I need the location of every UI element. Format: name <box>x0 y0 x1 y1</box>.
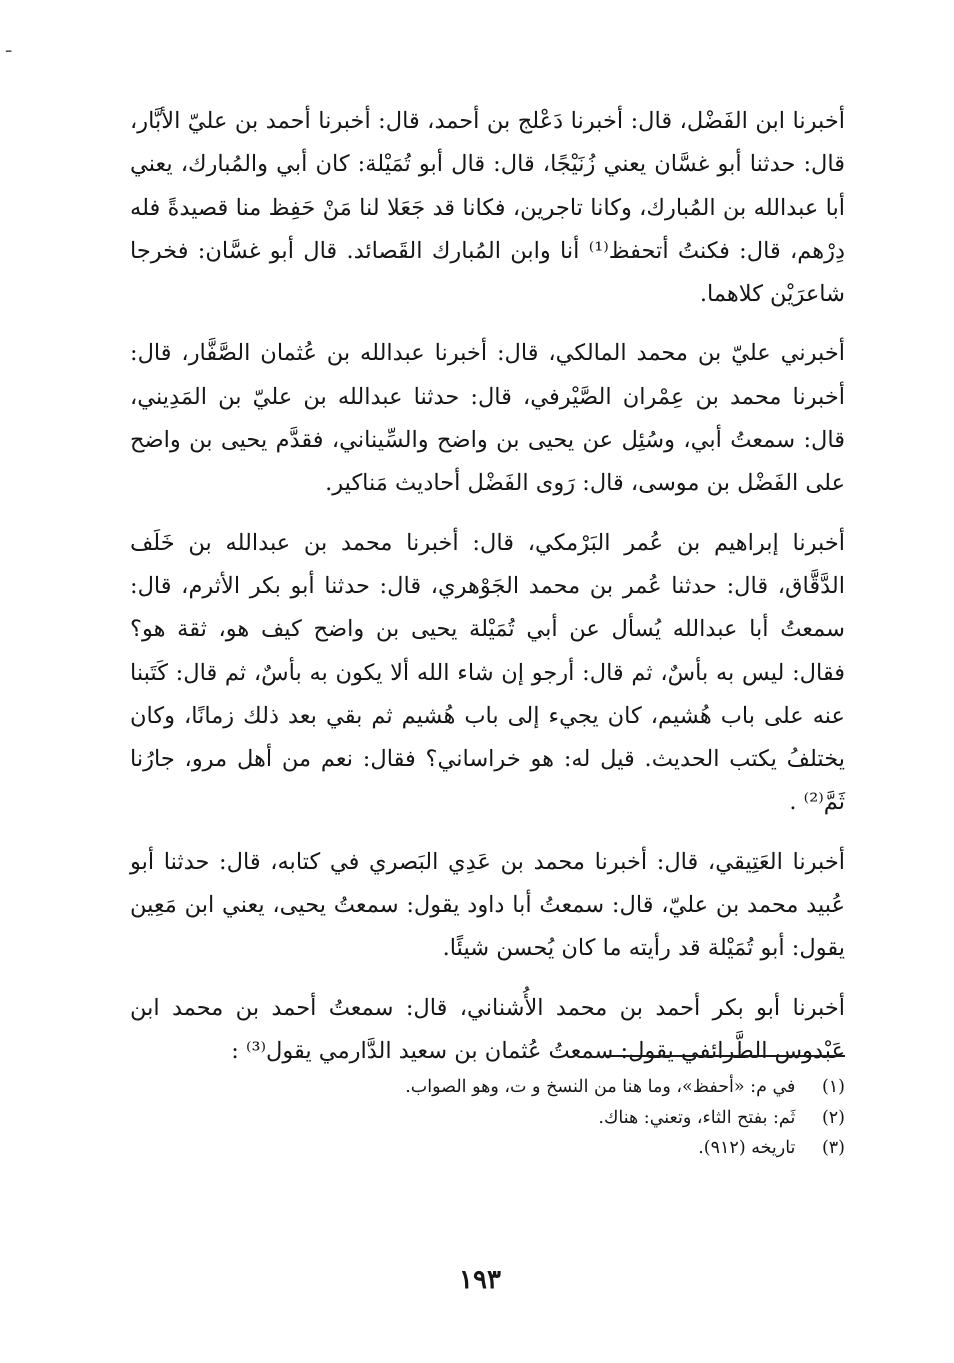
footnote-text: في م: «أحفظ»، وما هنا من النسخ و ت، وهو الصواب. <box>405 1077 796 1097</box>
paragraph-5: أخبرنا أبو بكر أحمد بن محمد الأُشناني، قال: سمعتُ أحمد بن محمد ابن عَبْدوس الطَّرائفي يقول: سمعتُ عُثمان بن سعيد الدَّارمي يقول⁽³⁾ : <box>130 994 845 1064</box>
footnote-text: ثَم: بفتح الثاء، وتعني: هناك. <box>598 1107 796 1128</box>
footnotes <box>400 1072 845 1164</box>
footnote-text: تاريخه (٩١٢). <box>698 1138 796 1158</box>
footnote-3 <box>400 1133 845 1164</box>
footnote-1 <box>400 1072 845 1103</box>
page-corner-mark: ـ <box>6 36 12 57</box>
paragraph-1: أخبرنا ابن الفَضْل، قال: أخبرنا دَعْلج بن أحمد، قال: أخبرنا أحمد بن عليّ الأبَّار، قال: حدثنا أبو غسَّان يعني زُنَيْجًا، قال: قال أبو تُمَيْلة: كان أبي والمُبارك، يعني أبا عبدالله بن المُبارك، وكانا تاجرين، فكانا قد جَعَلا لنا مَنْ حَفِظ منا قصيدةً فله دِرْهم، قال: فكنتُ أتحفظ⁽¹⁾ أنا وابن المُبارك القَصائد. قال أبو غسَّان: فخرجا شاعرَيْن كلاهما. <box>130 108 845 308</box>
paragraph-3: أخبرنا إبراهيم بن عُمر البَرْمكي، قال: أخبرنا محمد بن عبدالله بن خَلَف الدَّقَّاق، قال: حدثنا عُمر بن محمد الجَوْهري، قال: حدثنا أبو بكر الأثرم، قال: سمعتُ أبا عبدالله يُسأل عن أبي تُمَيْلة يحيى بن واضح كيف هو، ثقة هو؟ فقال: ليس به بأسٌ، ثم قال: أرجو إن شاء الله ألا يكون به بأسٌ، ثم قال: كَتَبنا عنه على باب هُشيم، كان يجيء إلى باب هُشيم ثم بقي بعد ذلك زمانًا، وكان يختلفُ يكتب الحديث. قيل له: هو خراساني؟ فقال: نعم من أهل مرو، جارُنا ثَمَّ⁽²⁾ . <box>130 529 845 816</box>
paragraph-2: أخبرني عليّ بن محمد المالكي، قال: أخبرنا عبدالله بن عُثمان الصَّفَّار، قال: أخبرنا محمد بن عِمْران الصَّيْرفي، قال: حدثنا عبدالله بن عليّ بن المَدِيني، قال: سمعتُ أبي، وسُئِل عن يحيى بن واضح والسِّيناني، فقدَّم يحيى بن واضح على الفَضْل بن موسى، قال: رَوى الفَضْل أحاديث مَناكير. <box>130 340 845 497</box>
footnote-number: (٢) <box>821 1107 845 1128</box>
paragraph-4: أخبرنا العَتِيقي، قال: أخبرنا محمد بن عَدِي البَصري في كتابه، قال: حدثنا أبو عُبيد محمد بن عليّ، قال: سمعتُ أبا داود يقول: سمعتُ يحيى، يعني ابن مَعِين يقول: أبو تُمَيْلة قد رأيته ما كان يُحسن شيئًا. <box>130 848 845 962</box>
footnote-number: (٣) <box>821 1138 845 1158</box>
main-text <box>130 100 845 1089</box>
footnote-number: (١) <box>821 1077 845 1097</box>
footnote-divider <box>605 1055 845 1057</box>
page-number: ١٩٣ <box>459 1265 501 1295</box>
footnote-2 <box>400 1103 845 1134</box>
